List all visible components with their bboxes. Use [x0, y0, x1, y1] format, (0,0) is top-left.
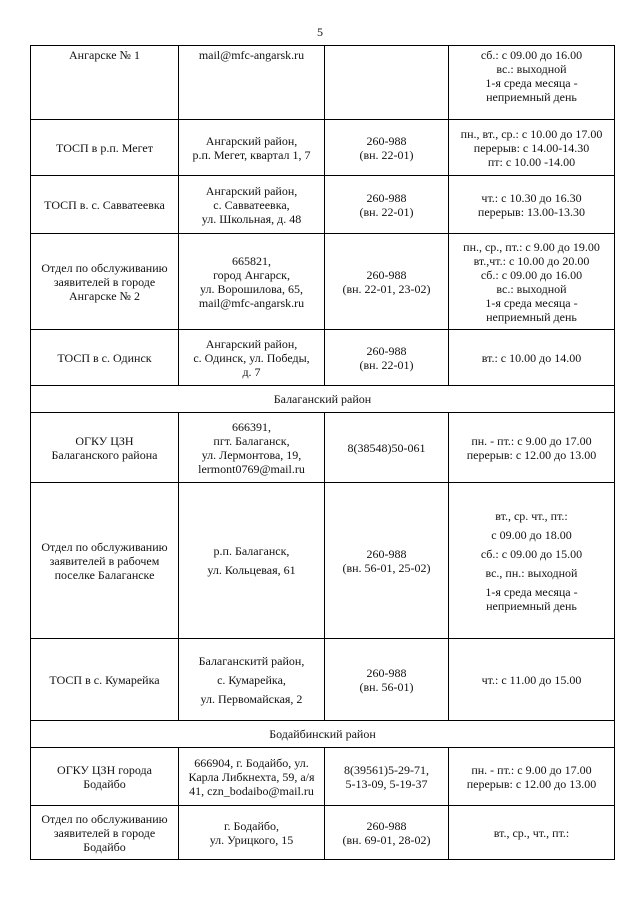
text-line: 260-988 [366, 133, 407, 148]
hours-cell [449, 748, 615, 806]
text-line: ул. Лермонтова, 19, [201, 447, 302, 462]
text-line: ул. Первомайская, 2 [200, 691, 303, 706]
text-line: mail@mfc-angarsk.ru [198, 295, 305, 310]
text-line: 260-988 [366, 546, 407, 561]
text-line: перерыв: с 14.00-14.30 [473, 140, 590, 155]
phone-cell [325, 330, 449, 386]
text-line: Бодайбо [83, 839, 126, 854]
hours-cell [449, 806, 615, 860]
section-row [31, 386, 615, 413]
text-line: вс.: выходной [496, 281, 567, 296]
text-line: ТОСП в. с. Савватеевка [44, 197, 165, 212]
text-line: вт., ср., чт., пт.: [493, 825, 570, 840]
table-row [31, 234, 615, 330]
text-line: Отдел по обслуживанию [41, 811, 168, 826]
text-line: с 09.00 до 18.00 [491, 527, 572, 542]
text-line: вс.: выходной [496, 62, 567, 76]
text-line: заявителей в рабочем [49, 553, 160, 568]
section-heading-balagansk: Балаганский район [31, 386, 615, 413]
hours-cell [449, 330, 615, 386]
address-cell [179, 483, 325, 639]
text-line: Бодайбо [83, 776, 126, 791]
text-line: 666904, г. Бодайбо, ул. [194, 755, 309, 770]
table-row [31, 483, 615, 639]
office-name-cell [31, 234, 179, 330]
text-line: заявителей в городе [53, 825, 156, 840]
text-line: вт., ср. чт., пт.: [495, 508, 568, 523]
text-line: р.п. Мегет, квартал 1, 7 [192, 147, 311, 162]
offices-table [30, 45, 615, 860]
text-line: 666391, [232, 419, 271, 434]
office-name-cell [31, 120, 179, 176]
text-line: (вн. 56-01, 25-02) [342, 560, 431, 575]
text-line: с. Кумарейка, [217, 672, 286, 687]
text-line: Балаганского района [51, 447, 158, 462]
text-line: город Ангарск, [213, 267, 290, 282]
text-line: заявителей в городе [53, 274, 156, 289]
text-line: 1-я среда месяца - [485, 76, 578, 90]
office-name-cell [31, 748, 179, 806]
hours-cell [449, 176, 615, 234]
table-row [31, 413, 615, 483]
phone-cell [325, 46, 449, 120]
phone-cell [325, 639, 449, 721]
text-line: 260-988 [366, 665, 407, 680]
text-line: пт: с 10.00 -14.00 [487, 154, 576, 169]
office-name-cell [31, 806, 179, 860]
hours-cell [449, 639, 615, 721]
text-line: Карла Либкнехта, 59, а/я [188, 769, 315, 784]
text-line: ТОСП в с. Одинск [57, 350, 152, 365]
text-line: Отдел по обслуживанию [41, 260, 168, 275]
text-line: mail@mfc-angarsk.ru [198, 48, 305, 62]
text-line: ТОСП в с. Кумарейка [49, 672, 160, 687]
text-line: 665821, [232, 253, 271, 268]
office-name-cell [31, 483, 179, 639]
text-line: Ангарский район, [205, 183, 298, 198]
office-name-cell [31, 639, 179, 721]
text-line: 8(39561)5-29-71, [344, 762, 429, 777]
hours-cell [449, 120, 615, 176]
text-line: с. Одинск, ул. Победы, [193, 350, 310, 365]
text-line: перерыв: с 12.00 до 13.00 [466, 776, 597, 791]
address-cell [179, 120, 325, 176]
text-line: неприемный день [486, 309, 577, 324]
phone-cell [325, 748, 449, 806]
phone-cell [325, 120, 449, 176]
text-line: с. Савватеевка, [213, 197, 290, 212]
text-line: (вн. 22-01, 23-02) [342, 281, 431, 296]
phone-cell [325, 483, 449, 639]
text-line: ОГКУ ЦЗН города [57, 762, 152, 777]
text-line: (вн. 69-01, 28-02) [342, 832, 431, 847]
text-line: сб.: с 09.00 до 16.00 [480, 48, 583, 62]
page-number: 5 [317, 25, 323, 39]
text-line: поселке Балаганске [54, 567, 155, 582]
text-line: г. Бодайбо, [223, 818, 280, 833]
table-row [31, 806, 615, 860]
section-row [31, 721, 615, 748]
text-line: ул. Кольцевая, 61 [207, 563, 296, 577]
text-line: сб.: с 09.00 до 16.00 [480, 267, 583, 282]
office-name-cell [31, 330, 179, 386]
text-line: ул. Школьная, д. 48 [201, 211, 302, 226]
phone-cell [325, 806, 449, 860]
text-line: 260-988 [366, 190, 407, 205]
text-line: ОГКУ ЦЗН [75, 433, 134, 448]
text-line: (вн. 56-01) [359, 679, 414, 694]
text-line: вт.,чт.: с 10.00 до 20.00 [473, 253, 590, 268]
text-line: р.п. Балаганск, [213, 544, 290, 558]
text-line: 41, czn_bodaibo@mail.ru [189, 783, 314, 798]
text-line: 8(38548)50-061 [347, 440, 426, 455]
table-row [31, 46, 615, 120]
hours-cell [449, 483, 615, 639]
address-cell [179, 46, 325, 120]
address-cell [179, 176, 325, 234]
phone-cell [325, 413, 449, 483]
text-line: пн., вт., ср.: с 10.00 до 17.00 [460, 126, 603, 141]
text-line: 260-988 [366, 818, 407, 833]
text-line: Ангарске № 1 [69, 48, 140, 62]
phone-cell [325, 234, 449, 330]
text-line: перерыв: 13.00-13.30 [477, 204, 586, 219]
text-line: 1-я среда месяца - [485, 295, 578, 310]
table-row [31, 330, 615, 386]
text-line: 1-я среда месяца - неприемный день [485, 584, 578, 613]
text-line: ул. Урицкого, 15 [209, 832, 294, 847]
table-row [31, 748, 615, 806]
text-line: пгт. Балаганск, [213, 433, 290, 448]
text-line: пн. - пт.: с 9.00 до 17.00 [471, 762, 592, 777]
text-line: 260-988 [366, 343, 407, 358]
text-line: неприемный день [486, 90, 577, 104]
text-line: пн. - пт.: с 9.00 до 17.00 [471, 433, 592, 448]
address-cell [179, 234, 325, 330]
address-cell [179, 330, 325, 386]
table-row [31, 639, 615, 721]
text-line: 5-13-09, 5-19-37 [345, 776, 428, 791]
text-line: пн., ср., пт.: с 9.00 до 19.00 [463, 239, 600, 254]
text-line: чт.: с 11.00 до 15.00 [481, 672, 582, 687]
office-name-cell [31, 176, 179, 234]
text-line: ТОСП в р.п. Мегет [56, 140, 153, 155]
office-name-cell [31, 413, 179, 483]
text-line: Ангарский район, [205, 336, 298, 351]
text-line: Балаганскитй район, [198, 653, 305, 668]
text-line: Ангарский район, [205, 133, 298, 148]
text-line: перерыв: с 12.00 до 13.00 [466, 447, 597, 462]
address-cell [179, 748, 325, 806]
section-heading-bodaibo: Бодайбинский район [31, 721, 615, 748]
text-line: lermont0769@mail.ru [198, 461, 305, 476]
text-line: (вн. 22-01) [359, 204, 414, 219]
text-line: (вн. 22-01) [359, 147, 414, 162]
table-row [31, 176, 615, 234]
text-line: ул. Ворошилова, 65, [200, 281, 303, 296]
text-line: сб.: с 09.00 до 15.00 [480, 546, 583, 561]
phone-cell [325, 176, 449, 234]
text-line: Ангарске № 2 [69, 288, 140, 303]
text-line: (вн. 22-01) [359, 357, 414, 372]
table-row [31, 120, 615, 176]
text-line: вс., пн.: выходной [485, 565, 578, 580]
address-cell [179, 806, 325, 860]
text-line: Отдел по обслуживанию [41, 539, 168, 554]
hours-cell [449, 234, 615, 330]
office-name-cell [31, 46, 179, 120]
text-line: д. 7 [242, 364, 261, 379]
hours-cell [449, 46, 615, 120]
hours-cell [449, 413, 615, 483]
text-line: 260-988 [366, 267, 407, 282]
text-line: чт.: с 10.30 до 16.30 [481, 190, 582, 205]
address-cell [179, 413, 325, 483]
address-cell [179, 639, 325, 721]
text-line: вт.: с 10.00 до 14.00 [481, 350, 582, 365]
